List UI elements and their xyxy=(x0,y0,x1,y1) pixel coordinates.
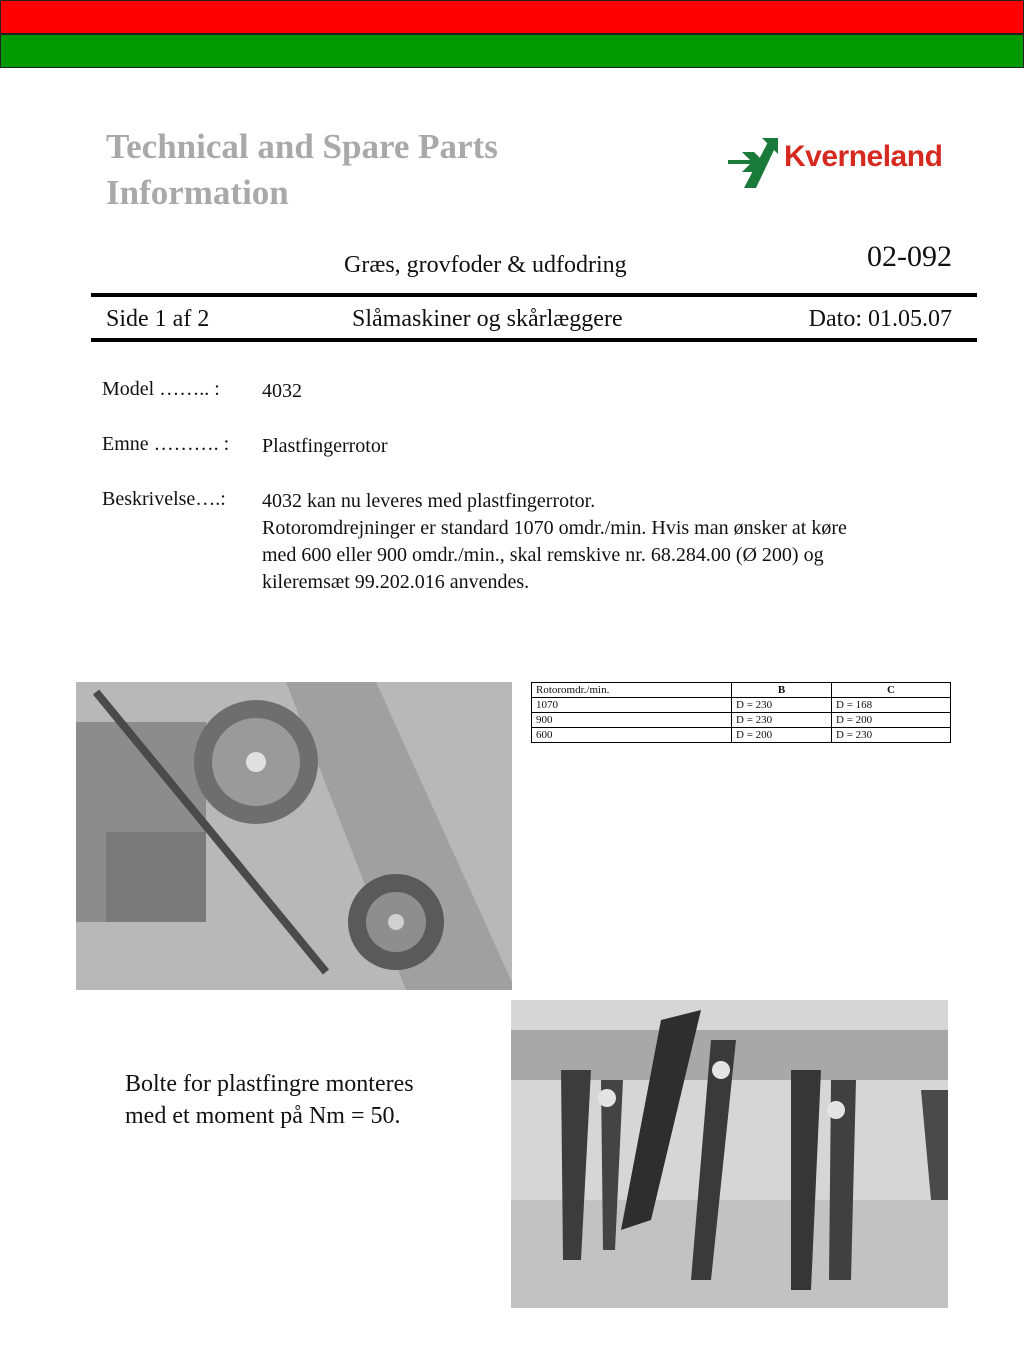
table-header-cell: C xyxy=(832,683,951,698)
table-cell: D = 200 xyxy=(732,728,832,743)
table-cell: 1070 xyxy=(532,698,732,713)
description-text xyxy=(262,488,962,596)
table-row xyxy=(532,728,951,743)
table-header-row xyxy=(532,683,951,698)
model-label: Model …….. : xyxy=(102,378,220,400)
table-cell: 600 xyxy=(532,728,732,743)
table-header-cell: Rotoromdr./min. xyxy=(532,683,732,698)
top-green-band xyxy=(0,34,1024,68)
description-line: Rotoromdrejninger er standard 1070 omdr./min. Hvis man ønsker at køre xyxy=(262,517,847,539)
brand-arrow-icon xyxy=(728,136,780,192)
table-header-cell: B xyxy=(732,683,832,698)
table-cell: 900 xyxy=(532,713,732,728)
kverneland-logo xyxy=(728,136,960,192)
caption-line: med et moment på Nm = 50. xyxy=(125,1103,401,1129)
table-cell: D = 168 xyxy=(832,698,951,713)
description-line: 4032 kan nu leveres med plastfingerrotor. xyxy=(262,490,596,512)
document-number: 02-092 xyxy=(867,240,952,273)
header-rule-top xyxy=(91,293,977,297)
document-title-line-2: Information xyxy=(106,173,289,212)
plastic-fingers-photo xyxy=(511,1000,948,1308)
caption-line: Bolte for plastfingre monteres xyxy=(125,1071,414,1097)
rotor-speed-table xyxy=(531,682,951,743)
header-rule-bottom xyxy=(91,338,977,342)
table-cell: D = 230 xyxy=(732,698,832,713)
topic-value: Plastfingerrotor xyxy=(262,435,388,457)
table-row xyxy=(532,698,951,713)
table-cell: D = 230 xyxy=(832,728,951,743)
brand-name: Kverneland xyxy=(784,140,943,173)
subject-heading: Slåmaskiner og skårlæggere xyxy=(352,306,623,332)
description-line: med 600 eller 900 omdr./min., skal remskive nr. 68.284.00 (Ø 200) og xyxy=(262,544,824,566)
document-title-line-1: Technical and Spare Parts xyxy=(106,127,498,166)
model-value: 4032 xyxy=(262,380,302,402)
table-cell: D = 230 xyxy=(732,713,832,728)
table-cell: D = 200 xyxy=(832,713,951,728)
document-date: Dato: 01.05.07 xyxy=(808,306,952,332)
belt-drive-photo xyxy=(76,682,512,990)
category-heading: Græs, grovfoder & udfodring xyxy=(344,252,627,278)
description-label: Beskrivelse….: xyxy=(102,488,226,510)
document-title xyxy=(106,124,626,216)
torque-caption xyxy=(125,1068,414,1132)
page-indicator: Side 1 af 2 xyxy=(106,306,210,332)
description-line: kileremsæt 99.202.016 anvendes. xyxy=(262,571,530,593)
top-red-band xyxy=(0,0,1024,34)
table-row xyxy=(532,713,951,728)
topic-label: Emne ………. : xyxy=(102,433,230,455)
